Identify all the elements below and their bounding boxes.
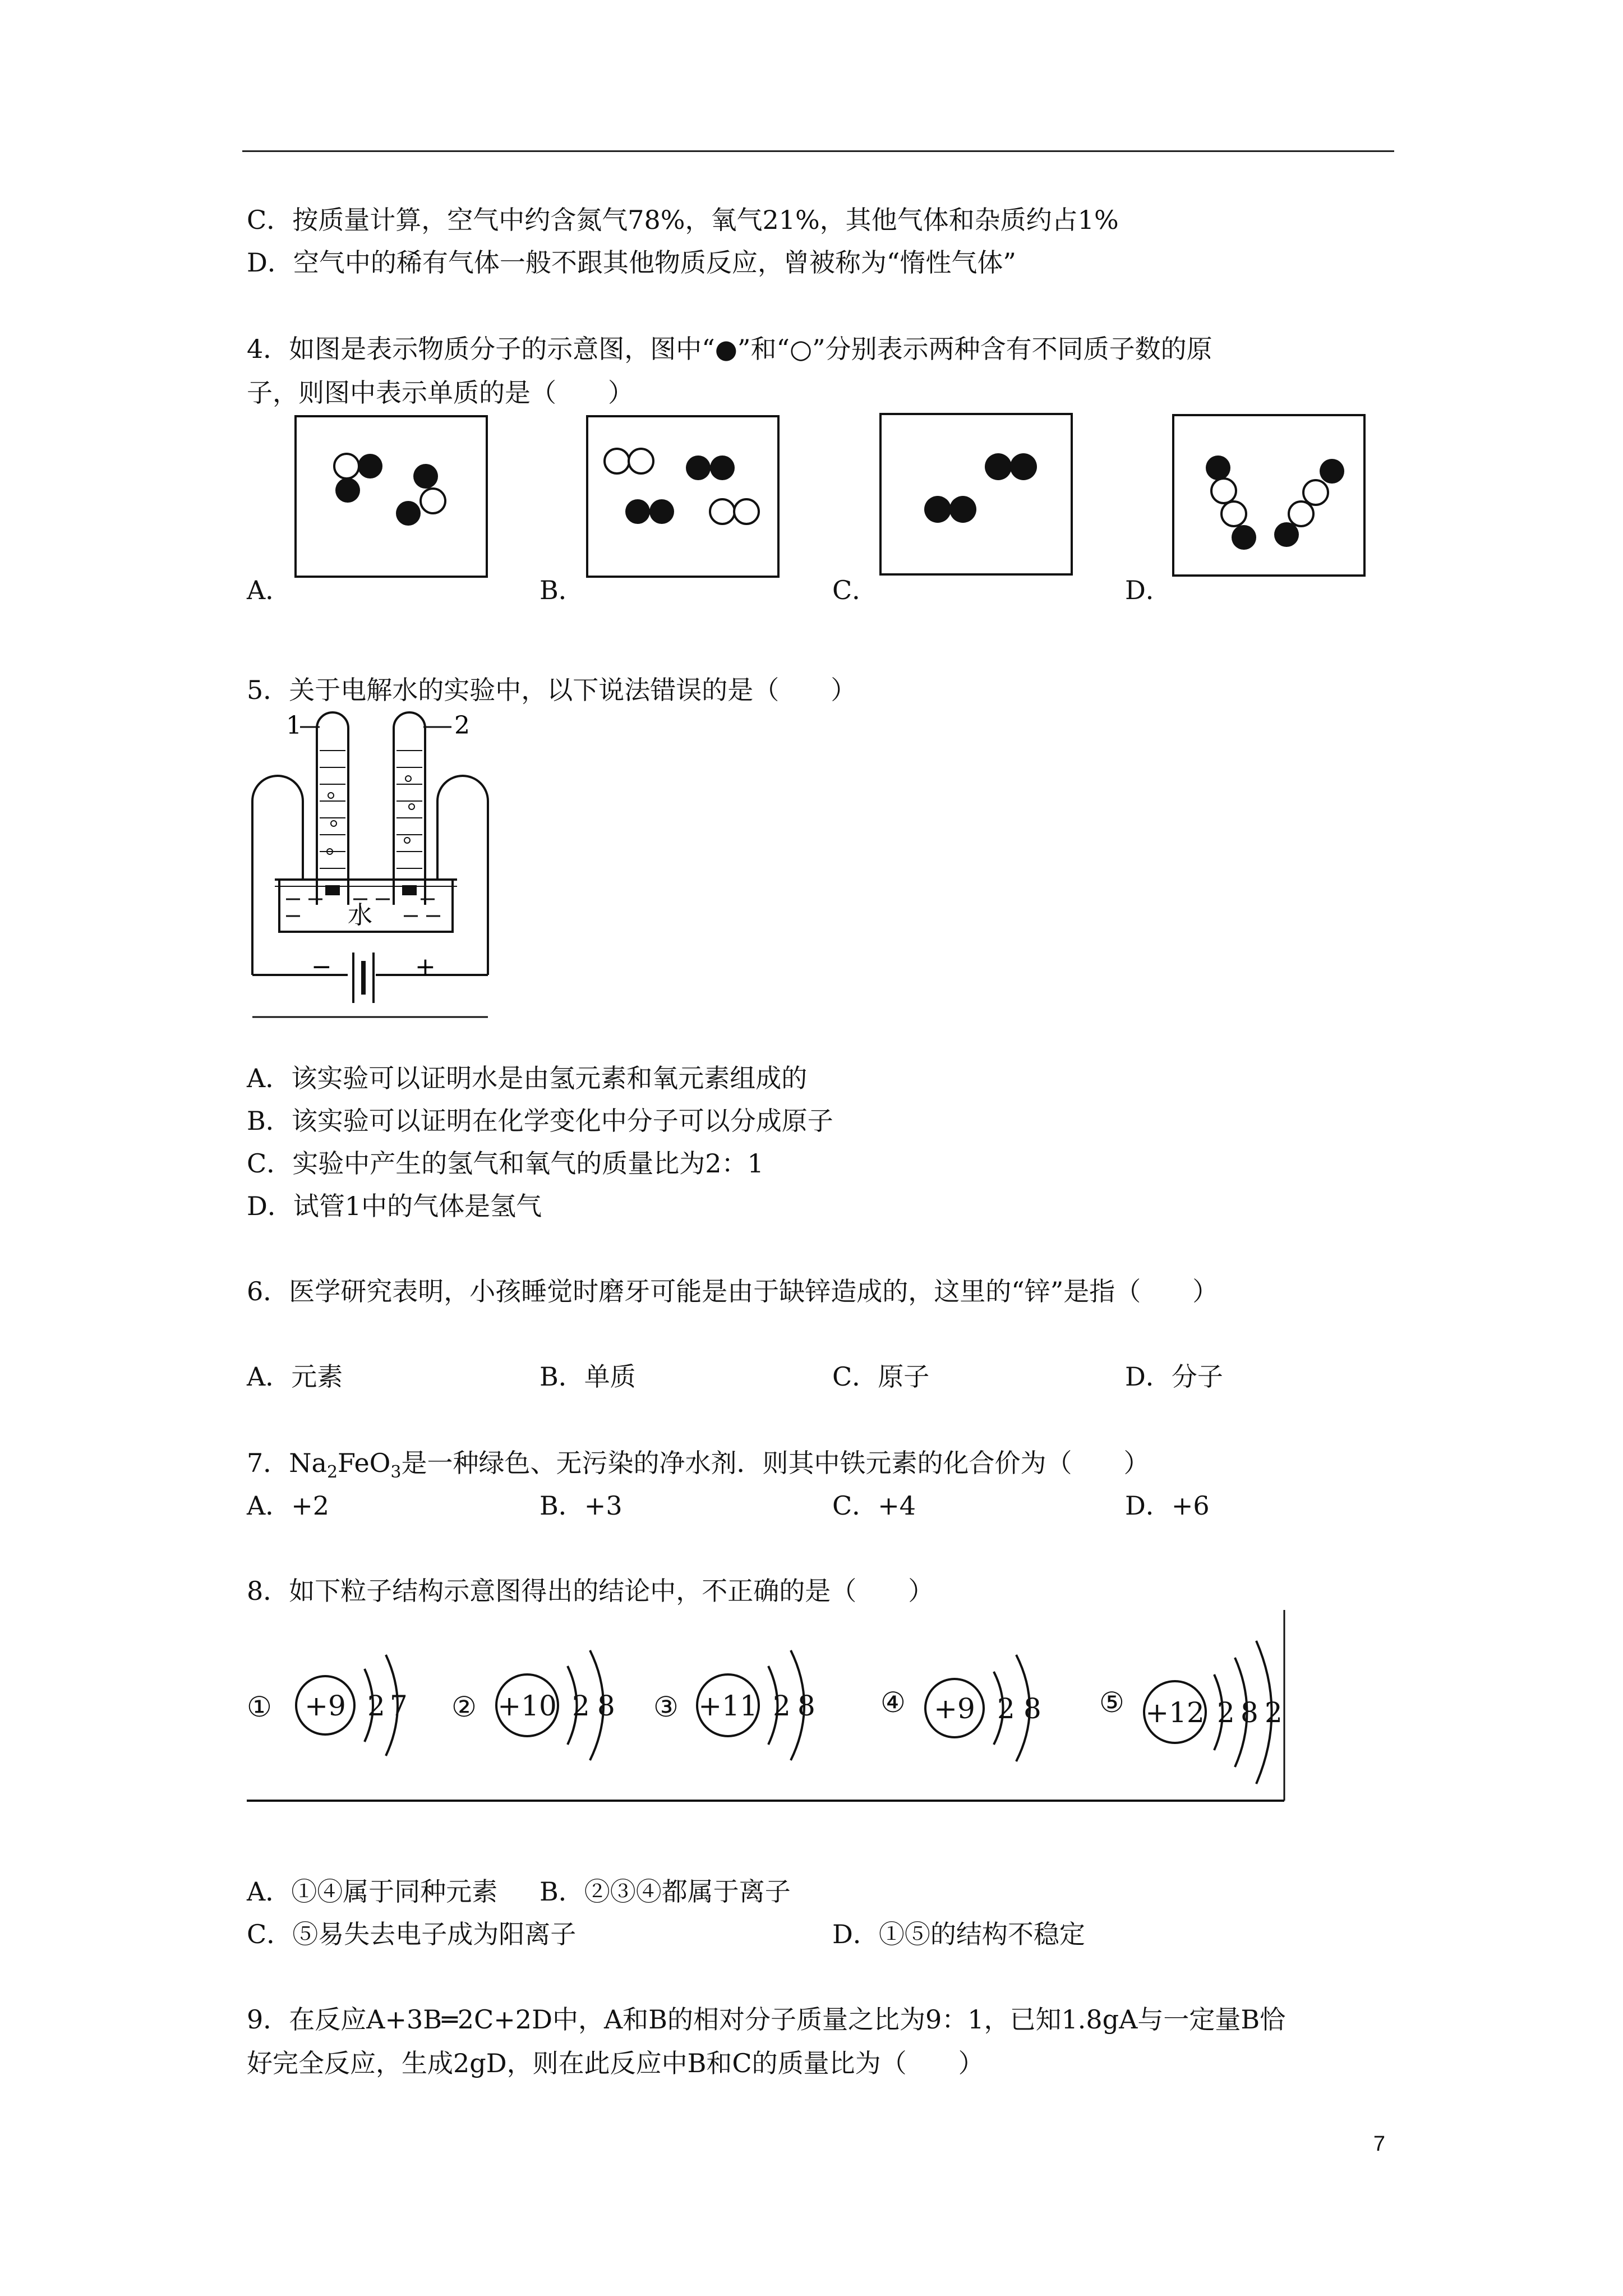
q5-option-b: B．该实验可以证明在化学变化中分子可以分成原子 xyxy=(247,1106,833,1136)
q5-option-c: C．实验中产生的氢气和氧气的质量比为2：1 xyxy=(247,1148,764,1179)
q8-option-d: D．①⑤的结构不稳定 xyxy=(832,1919,1085,1949)
q7-stem: 7．$Na_2FeO_3$是一种绿色、无污染的净水剂．则其中铁元素的化合价为（ ） xyxy=(247,1448,1150,1482)
negative-terminal-label: − xyxy=(311,953,332,981)
q4-diagram-b xyxy=(586,415,780,578)
q4-diagram-d xyxy=(1172,414,1366,577)
tube-2-label: 2 xyxy=(454,711,470,740)
particle-2-index: ② xyxy=(451,1691,477,1723)
water-label: 水 xyxy=(348,901,372,930)
particle-2-shell-1: 2 xyxy=(572,1690,590,1722)
particle-2-nucleus: +10 xyxy=(497,1690,557,1722)
particle-structure-diagram xyxy=(247,1610,1290,1806)
q7-option-c: C．+4 xyxy=(832,1490,916,1521)
particle-3-shell-1: 2 xyxy=(773,1690,791,1722)
q5-option-d: D．试管1中的气体是氢气 xyxy=(247,1191,542,1221)
q4-diagram-a xyxy=(294,415,488,578)
q8-option-a: A．①④属于同种元素 xyxy=(247,1876,498,1907)
particle-2-shell-2: 8 xyxy=(597,1690,615,1722)
q4-label-a: A． xyxy=(247,575,292,605)
particle-5-shell-2: 8 xyxy=(1241,1696,1258,1729)
particle-5-nucleus: +12 xyxy=(1145,1696,1205,1729)
particle-5-index: ⑤ xyxy=(1099,1686,1124,1719)
q8-option-c: C．⑤易失去电子成为阳离子 xyxy=(247,1919,577,1949)
positive-terminal-label: + xyxy=(415,953,436,981)
q6-option-d: D．分子 xyxy=(1125,1361,1223,1392)
q6-stem: 6．医学研究表明，小孩睡觉时磨牙可能是由于缺锌造成的，这里的“锌”是指（ ） xyxy=(247,1276,1219,1306)
q8-option-b: B．②③④都属于离子 xyxy=(540,1876,791,1907)
particle-3-shell-2: 8 xyxy=(797,1690,815,1722)
tube-1-label: 1 xyxy=(286,711,302,740)
q4-stem-line1: 4．如图是表示物质分子的示意图，图中“●”和“○”分别表示两种含有不同质子数的原 xyxy=(247,334,1212,364)
q4-label-c: C． xyxy=(832,575,878,605)
q4-label-d: D． xyxy=(1125,575,1172,605)
q6-option-c: C．原子 xyxy=(832,1361,930,1392)
q8-stem: 8．如下粒子结构示意图得出的结论中，不正确的是（ ） xyxy=(247,1576,934,1606)
particle-1-index: ① xyxy=(247,1691,272,1723)
electrolysis-diagram xyxy=(247,711,494,1025)
q6-option-b: B．单质 xyxy=(540,1361,636,1392)
q7-option-a: A．+2 xyxy=(247,1490,330,1521)
q6-option-a: A．元素 xyxy=(247,1361,343,1392)
q7-option-b: B．+3 xyxy=(540,1490,623,1521)
q5-stem: 5．关于电解水的实验中，以下说法错误的是（ ） xyxy=(247,675,857,705)
q4-label-b: B． xyxy=(540,575,584,605)
q3-option-d: D．空气中的稀有气体一般不跟其他物质反应，曾被称为“惰性气体” xyxy=(247,247,1016,278)
particle-5-shell-1: 2 xyxy=(1217,1696,1235,1729)
page-number: 7 xyxy=(1373,2132,1385,2156)
q3-option-c: C．按质量计算，空气中约含氮气78%，氧气21%，其他气体和杂质约占1% xyxy=(247,205,1119,235)
particle-3-index: ③ xyxy=(653,1691,679,1723)
q9-stem-line2: 好完全反应，生成2gD，则在此反应中B和C的质量比为（ ） xyxy=(247,2048,984,2078)
particle-4-index: ④ xyxy=(880,1686,906,1719)
particle-1-nucleus: +9 xyxy=(305,1690,346,1722)
particle-1-shell-1: 2 xyxy=(367,1690,385,1722)
q5-option-a: A．该实验可以证明水是由氢元素和氧元素组成的 xyxy=(247,1063,808,1093)
q4-diagram-c xyxy=(879,413,1073,576)
particle-4-shell-2: 8 xyxy=(1023,1692,1041,1725)
particle-4-shell-1: 2 xyxy=(997,1692,1015,1725)
q9-stem-line1: 9．在反应A+3B═2C+2D中，A和B的相对分子质量之比为9：1，已知1.8gA与一定量B恰 xyxy=(247,2004,1286,2035)
particle-4-nucleus: +9 xyxy=(934,1692,975,1725)
q7-option-d: D．+6 xyxy=(1125,1490,1210,1521)
particle-5-shell-3: 2 xyxy=(1265,1696,1283,1729)
header-rule xyxy=(242,150,1394,152)
q4-stem-line2: 子，则图中表示单质的是（ ） xyxy=(247,378,634,408)
particle-3-nucleus: +11 xyxy=(698,1690,758,1722)
particle-1-shell-2: 7 xyxy=(390,1690,408,1722)
